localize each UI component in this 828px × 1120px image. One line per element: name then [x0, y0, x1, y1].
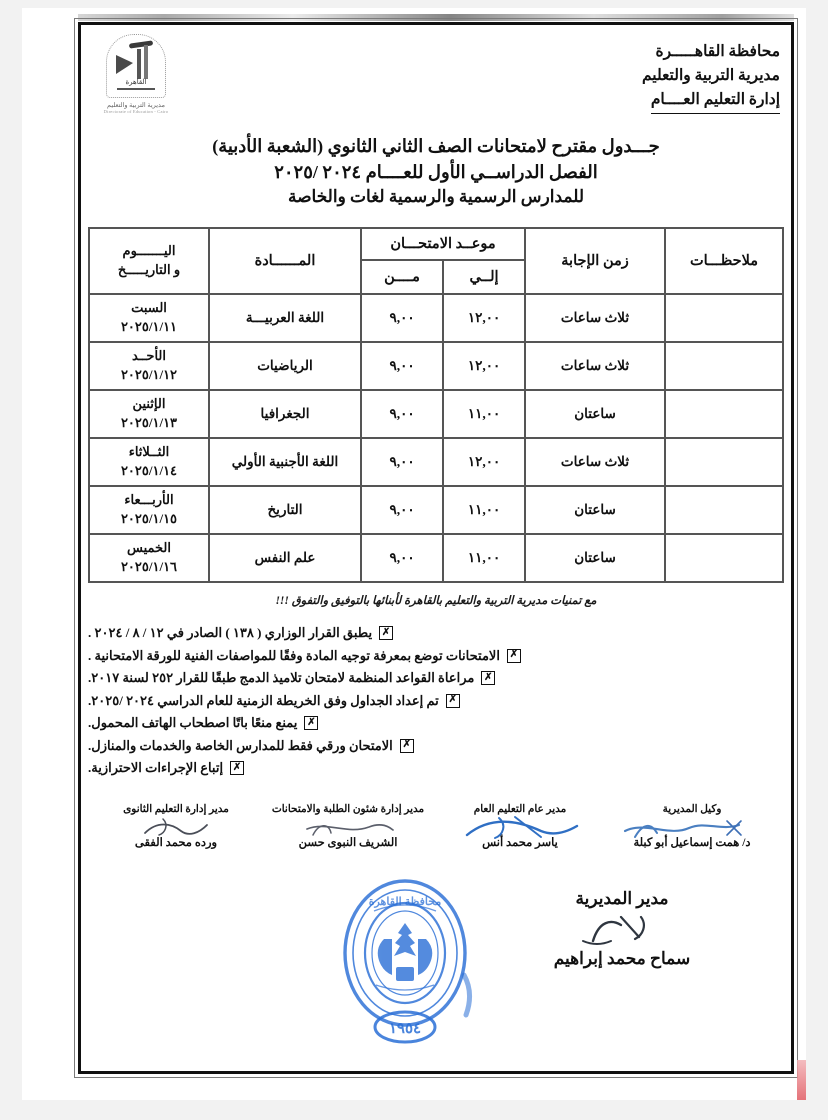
stamp-bottom-text: ١٩٥٤	[388, 1019, 422, 1037]
cell-subject: الرياضيات	[209, 342, 361, 390]
note-item	[88, 713, 318, 733]
page-subtitle-term: الفصل الدراســي الأول للعــــام ٢٠٢٤ /٢٠٢٥	[274, 161, 598, 182]
table-row	[89, 342, 783, 390]
th-subject: المــــــادة	[209, 228, 361, 294]
note-item	[88, 691, 460, 711]
signature-role: مدير عام التعليم العام	[473, 803, 567, 815]
logo-dome-text: القاهرة	[125, 78, 147, 86]
ministry-logo	[100, 34, 172, 126]
handwritten-signature	[606, 815, 778, 841]
logo-emblem-icon	[106, 34, 166, 98]
signature-name: د/ همت إسماعيل أبو كبلة	[633, 836, 751, 849]
note-text: تم إعداد الجداول وفق الخريطة الزمنية للعام الدراسي ٢٠٢٤ /٢٠٢٥.	[88, 692, 439, 708]
cell-duration: ثلاث ساعات	[525, 294, 665, 342]
table-header-row-top	[89, 228, 783, 260]
signature-role: مدير إدارة شئون الطلبة والامتحانات	[271, 803, 425, 815]
director-role: مدير المديرية	[575, 888, 669, 908]
cell-day: الأحــد	[131, 348, 166, 364]
signature-row	[78, 803, 794, 849]
cell-time-to: ١٢,٠٠	[443, 294, 525, 342]
table-row	[89, 486, 783, 534]
table-row	[89, 294, 783, 342]
cell-time-to: ١١,٠٠	[443, 390, 525, 438]
note-item	[88, 623, 393, 643]
signature-role: وكيل المديرية	[662, 803, 722, 815]
cell-day-date	[89, 438, 209, 486]
note-text: الامتحانات توضع بمعرفة توجيه المادة وفقًا للمواصفات الفنية للورقة الامتحانية .	[88, 647, 500, 663]
th-notes: ملاحظـــات	[665, 228, 783, 294]
page-title: جـــدول مقترح لامتحانات الصف الثاني الثانوي (الشعبة الأدبية)	[212, 136, 660, 156]
table-row	[89, 534, 783, 582]
cell-day-date	[89, 534, 209, 582]
cell-duration: ساعتان	[525, 534, 665, 582]
cell-notes	[665, 342, 783, 390]
th-day-line1: اليـــــــوم	[122, 243, 176, 259]
cell-subject: اللغة الأجنبية الأولي	[209, 438, 361, 486]
cell-date: ٢٠٢٥/١/١٤	[120, 463, 178, 479]
signature-role: مدير إدارة التعليم الثانوى	[123, 803, 229, 815]
signature-name: الشريف النبوى حسن	[298, 836, 398, 849]
director-section	[78, 859, 794, 1089]
org-line-governorate: محافظة القاهـــــرة	[655, 43, 780, 60]
cell-time-from: ٩,٠٠	[361, 294, 443, 342]
note-text: يطبق القرار الوزاري ( ١٣٨ ) الصادر في ١٢ / ٨ / ٢٠٢٤ .	[88, 625, 373, 641]
cell-time-to: ١٢,٠٠	[443, 342, 525, 390]
th-day-line2: و التاريـــــخ	[117, 262, 181, 278]
cell-time-from: ٩,٠٠	[361, 342, 443, 390]
checkbox-x-icon: ✗	[446, 694, 460, 708]
scan-artifact-strip	[78, 14, 794, 21]
note-item	[88, 758, 244, 778]
checkbox-x-icon: ✗	[481, 671, 495, 685]
handwritten-signature	[262, 815, 434, 841]
cell-duration: ثلاث ساعات	[525, 342, 665, 390]
cell-notes	[665, 390, 783, 438]
th-day-date	[89, 228, 209, 294]
signature-name: ورده محمد الفقى	[134, 836, 218, 849]
cell-duration: ساعتان	[525, 390, 665, 438]
page-subtitle-schools: للمدارس الرسمية والرسمية لغات والخاصة	[287, 187, 585, 207]
signature-block-student-affairs	[262, 803, 434, 849]
note-item	[88, 646, 521, 666]
handwritten-signature	[90, 815, 262, 841]
handwritten-signature	[434, 815, 606, 841]
official-stamp	[316, 867, 494, 1045]
cell-date: ٢٠٢٥/١/١٥	[120, 511, 178, 527]
exam-schedule-table	[88, 227, 784, 583]
cell-day: الأربـــعاء	[124, 492, 174, 508]
cell-duration: ساعتان	[525, 486, 665, 534]
cell-subject: التاريخ	[209, 486, 361, 534]
table-row	[89, 438, 783, 486]
signature-block-general-director	[434, 803, 606, 849]
note-item	[88, 668, 495, 688]
note-text: إتباع الإجراءات الاحترازية.	[88, 760, 224, 776]
signature-block-deputy	[606, 803, 778, 849]
cell-day-date	[89, 390, 209, 438]
document-page	[22, 8, 806, 1100]
logo-caption-en: Directorate of Education - Cairo	[103, 109, 169, 114]
note-item	[88, 736, 414, 756]
checkbox-x-icon: ✗	[230, 761, 244, 775]
cell-time-from: ٩,٠٠	[361, 534, 443, 582]
cell-time-from: ٩,٠٠	[361, 438, 443, 486]
org-line-administration: إدارة التعليم العــــام	[651, 88, 780, 114]
note-text: مراعاة القواعد المنظمة لامتحان تلاميذ الدمج طبقًا للقرار ٢٥٢ لسنة ٢٠١٧.	[88, 670, 475, 686]
note-text: الامتحان ورقي فقط للمدارس الخاصة والخدمات والمنازل.	[88, 737, 393, 753]
cell-notes	[665, 486, 783, 534]
cell-date: ٢٠٢٥/١/١٣	[120, 415, 178, 431]
cell-day-date	[89, 294, 209, 342]
cell-date: ٢٠٢٥/١/١٢	[120, 367, 178, 383]
th-time-to: إلــي	[443, 260, 525, 294]
director-name: سماح محمد إبراهيم	[553, 948, 691, 968]
cell-time-from: ٩,٠٠	[361, 390, 443, 438]
cell-day: السبت	[131, 300, 167, 316]
cell-day: الثــلاثاء	[128, 444, 170, 460]
notes-list	[78, 623, 794, 781]
table-row	[89, 390, 783, 438]
cell-date: ٢٠٢٥/١/١٦	[120, 559, 178, 575]
signature-name: ياسر محمد أنس	[482, 836, 558, 849]
stamp-top-text: محافظة القاهرة	[368, 895, 442, 908]
checkbox-x-icon: ✗	[400, 739, 414, 753]
page-content	[78, 22, 794, 1074]
table-body	[89, 294, 783, 582]
cell-day: الخميس	[127, 540, 171, 556]
checkbox-x-icon: ✗	[304, 716, 318, 730]
cell-subject: اللغة العربيـــة	[209, 294, 361, 342]
cell-subject: الجغرافيا	[209, 390, 361, 438]
logo-caption-ar: مديرية التربية والتعليم	[107, 102, 165, 109]
cell-subject: علم النفس	[209, 534, 361, 582]
cell-time-to: ١١,٠٠	[443, 486, 525, 534]
th-exam-time-group: موعــد الامتحـــان	[361, 228, 525, 260]
organization-block	[642, 40, 780, 114]
org-line-directorate: مديرية التربية والتعليم	[641, 67, 780, 85]
scan-edge-artifact	[797, 1060, 806, 1100]
cell-notes	[665, 534, 783, 582]
cell-notes	[665, 294, 783, 342]
checkbox-x-icon: ✗	[379, 626, 393, 640]
cell-time-from: ٩,٠٠	[361, 486, 443, 534]
cell-day: الإثنين	[132, 396, 166, 412]
director-signature-block	[522, 889, 722, 969]
cell-time-to: ١١,٠٠	[443, 534, 525, 582]
cell-duration: ثلاث ساعات	[525, 438, 665, 486]
note-text: يمنع منعًا باتًا اصطحاب الهاتف المحمول.	[88, 715, 298, 731]
cell-date: ٢٠٢٥/١/١١	[120, 319, 178, 335]
document-titles	[78, 134, 794, 209]
director-handwritten-signature	[522, 911, 722, 951]
cell-time-to: ١٢,٠٠	[443, 438, 525, 486]
th-duration: زمن الإجابة	[525, 228, 665, 294]
cell-day-date	[89, 342, 209, 390]
signature-block-secondary-education	[90, 803, 262, 849]
document-header	[78, 22, 794, 132]
wish-line: مع تمنيات مديرية التربية والتعليم بالقاهرة لأبنائها بالتوفيق والتفوق !!!	[275, 595, 597, 608]
cell-day-date	[89, 486, 209, 534]
checkbox-x-icon: ✗	[507, 649, 521, 663]
th-time-from: مــــن	[361, 260, 443, 294]
cell-notes	[665, 438, 783, 486]
